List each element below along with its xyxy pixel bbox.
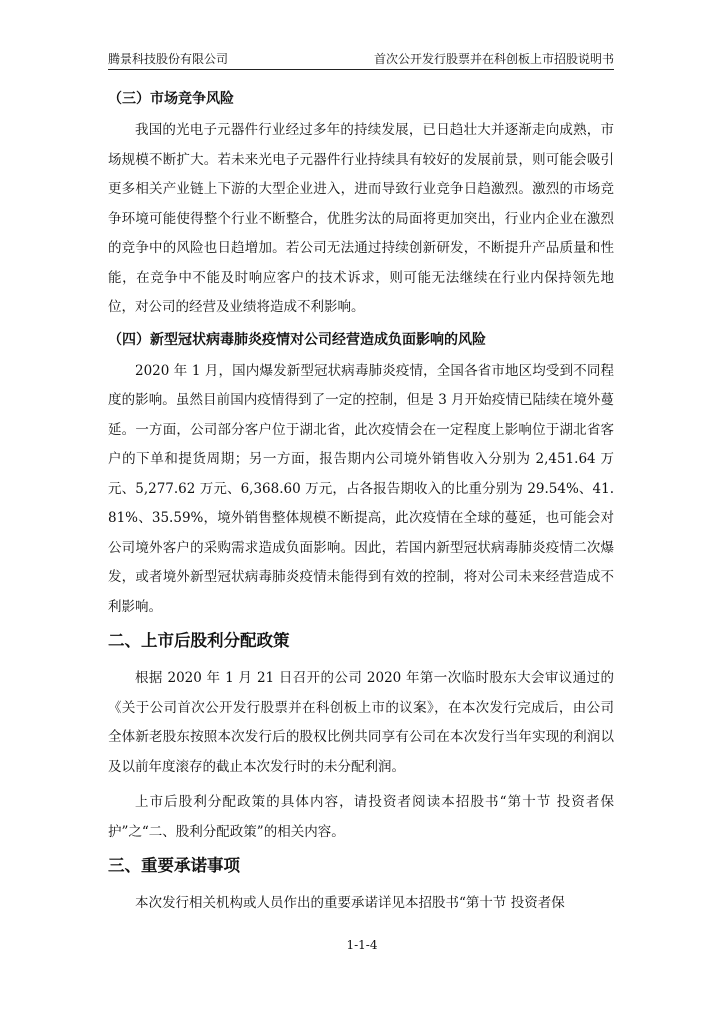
document-body [108, 88, 614, 925]
paragraph: 我国的光电子元器件行业经过多年的持续发展，已日趋壮大并逐渐走向成熟，市场规模不断扩大。若未来光电子元器件行业持续具有较好的发展前景，则可能会吸引更多相关产业链上下游的大型企业进入，进而导致行业竞争日趋激烈。激烈的市场竞争环境可能使得整个行业不断整合，优胜劣汰的局面将更加突出，行业内企业在激烈的竞争中的风险也日趋增加。若公司无法通过持续创新研发，不断提升产品质量和性能，在竞争中不能及时响应客户的技术诉求，则可能无法继续在行业内保持领先地位，对公司的经营及业绩将造成不利影响。 [108, 122, 614, 315]
paragraph: 本次发行相关机构或人员作出的重要承诺详见本招股书“第十节 投资者保 [135, 895, 565, 911]
header-doc-title: 首次公开发行股票并在科创板上市招股说明书 [373, 52, 614, 66]
section-heading-commitments: 三、重要承诺事项 [108, 856, 240, 875]
section-heading-covid-risk: （四）新型冠状病毒肺炎疫情对公司经营造成负面影响的风险 [108, 331, 486, 348]
paragraph: 2020 年 1 月，国内爆发新型冠状病毒肺炎疫情，全国各省市地区均受到不同程度的影响。虽然目前国内疫情得到了一定的控制，但是 3 月开始疫情已陆续在境外蔓延。一方面，公司部分客户位于湖北省，此次疫情会在一定程度上影响位于湖北省客户的下单和提货周期；另一方面，报告期内公司境外销售收入分别为 2,451.64 万元、5,277.62 万元、6,368.60 万元，占各报告期收入的比重分别为 29.54%、41.81%、35.59%，境外销售整体规模不断提高，此次疫情在全球的蔓延，也可能会对公司境外客户的采购需求造成负面影响。因此，若国内新型冠状病毒肺炎疫情二次爆发，或者境外新型冠状病毒肺炎疫情未能得到有效的控制，将对公司未来经营造成不利影响。 [108, 362, 614, 615]
paragraph: 上市后股利分配政策的具体内容，请投资者阅读本招股书“第十节 投资者保护”之“二、股利分配政策”的相关内容。 [108, 794, 614, 840]
section-heading-dividend-policy: 二、上市后股利分配政策 [108, 631, 290, 650]
section-heading-market-competition-risk: （三）市场竞争风险 [108, 91, 234, 107]
paragraph: 根据 2020 年 1 月 21 日召开的公司 2020 年第一次临时股东大会审议通过的《关于公司首次公开发行股票并在科创板上市的议案》，在本次发行完成后，由公司全体新老股东按照本次发行后的股权比例共同享有公司在本次发行当年实现的利润以及以前年度滚存的截止本次发行时的未分配利润。 [108, 670, 614, 775]
page-header [108, 49, 614, 70]
header-company: 腾景科技股份有限公司 [108, 52, 229, 66]
page-number: 1-1-4 [346, 938, 378, 952]
